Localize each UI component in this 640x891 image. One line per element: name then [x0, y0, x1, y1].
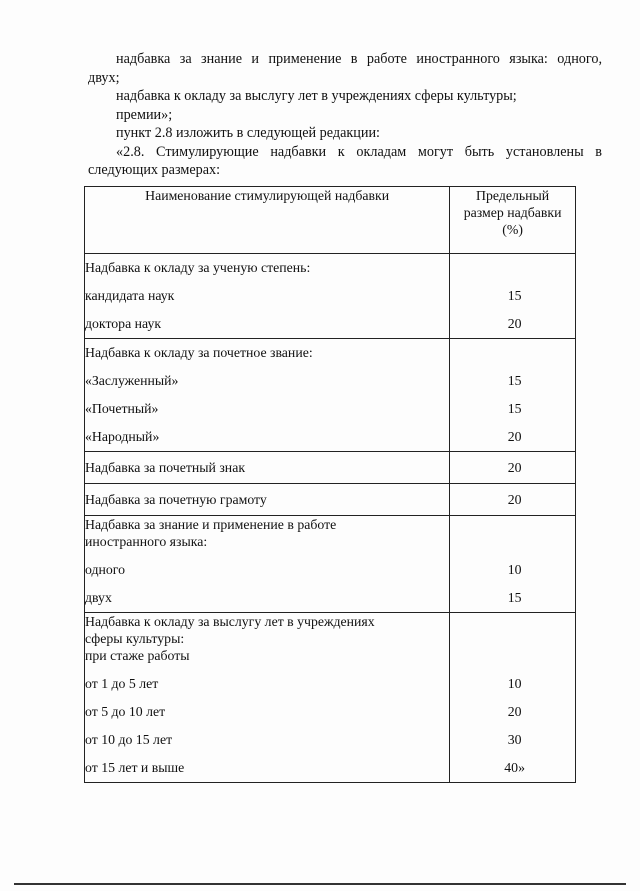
- value-spacer: [450, 630, 575, 647]
- table-row: [85, 613, 576, 783]
- allowance-label: «Заслуженный»: [85, 373, 179, 388]
- table-row: [85, 339, 576, 452]
- allowance-label: Надбавка за почетный знак: [85, 460, 246, 475]
- allowance-value: 20: [507, 492, 522, 507]
- group-title: Надбавка к окладу за ученую степень:: [85, 260, 311, 275]
- allowance-value: 40»: [504, 760, 525, 775]
- row-name-cell: [85, 516, 450, 613]
- allowance-value: 20: [507, 460, 522, 475]
- row-name-cell: [85, 484, 450, 516]
- allowance-value: 15: [507, 373, 522, 388]
- allowance-label: «Народный»: [85, 429, 160, 444]
- allowance-value: 20: [507, 429, 522, 444]
- value-spacer: [450, 254, 575, 282]
- row-name-cell: [85, 254, 450, 339]
- header-value-line: (%): [502, 222, 523, 237]
- table-header-row: [85, 187, 576, 254]
- allowance-label: доктора наук: [85, 316, 162, 331]
- group-title: при стаже работы: [85, 648, 190, 663]
- header-name-cell: Наименование стимулирующей надбавки: [85, 187, 450, 254]
- allowance-value: 30: [507, 732, 522, 747]
- intro-line: следующих размерах:: [88, 162, 221, 178]
- header-value-cell: [450, 187, 576, 254]
- allowance-value: 15: [507, 590, 522, 605]
- row-name-cell: [85, 452, 450, 484]
- page-bottom-rule: [14, 883, 626, 885]
- group-title: сферы культуры:: [85, 631, 185, 646]
- row-name-cell: [85, 613, 450, 783]
- allowance-value: 15: [507, 401, 522, 416]
- allowance-label: кандидата наук: [85, 288, 175, 303]
- intro-line: надбавка к окладу за выслугу лет в учреждениях сферы культуры;: [116, 88, 517, 104]
- table-body: [85, 254, 576, 783]
- row-value-cell: [450, 516, 576, 613]
- table-row: [85, 452, 576, 484]
- intro-line: надбавка за знание и применение в работе иностранного языка: одного,: [116, 51, 602, 67]
- value-spacer: [450, 339, 575, 367]
- allowance-value: 20: [507, 316, 522, 331]
- allowance-label: от 5 до 10 лет: [85, 704, 166, 719]
- row-value-cell: [450, 613, 576, 783]
- intro-text: [88, 50, 602, 180]
- value-spacer: [450, 647, 575, 664]
- group-title: Надбавка к окладу за выслугу лет в учреждениях: [85, 614, 375, 629]
- allowance-value: 15: [507, 288, 522, 303]
- allowance-value: 20: [507, 704, 522, 719]
- value-spacer: [450, 613, 575, 630]
- value-spacer: [450, 533, 575, 550]
- allowances-table: [84, 186, 576, 783]
- header-value-line: размер надбавки: [463, 205, 562, 220]
- table-row: [85, 516, 576, 613]
- row-value-cell: [450, 452, 576, 484]
- intro-line: двух;: [88, 69, 120, 86]
- allowance-label: «Почетный»: [85, 401, 159, 416]
- intro-line: премии»;: [116, 106, 173, 123]
- row-name-cell: [85, 339, 450, 452]
- table-row: [85, 484, 576, 516]
- row-value-cell: [450, 339, 576, 452]
- group-title: иностранного языка:: [85, 534, 208, 549]
- allowance-label: от 1 до 5 лет: [85, 676, 159, 691]
- allowance-label: Надбавка за почетную грамоту: [85, 492, 267, 507]
- group-title: Надбавка к окладу за почетное звание:: [85, 345, 313, 360]
- header-value-line: Предельный: [476, 188, 550, 203]
- value-spacer: [450, 516, 575, 533]
- row-value-cell: [450, 484, 576, 516]
- allowance-label: от 15 лет и выше: [85, 760, 185, 775]
- intro-line: «2.8. Стимулирующие надбавки к окладам могут быть установлены в: [116, 143, 602, 160]
- row-value-cell: [450, 254, 576, 339]
- intro-line: пункт 2.8 изложить в следующей редакции:: [116, 125, 380, 141]
- allowance-label: одного: [85, 562, 126, 577]
- table-row: [85, 254, 576, 339]
- group-title: Надбавка за знание и применение в работе: [85, 517, 337, 532]
- allowance-label: двух: [85, 590, 112, 605]
- allowance-value: 10: [507, 676, 522, 691]
- allowance-label: от 10 до 15 лет: [85, 732, 173, 747]
- allowance-value: 10: [507, 562, 522, 577]
